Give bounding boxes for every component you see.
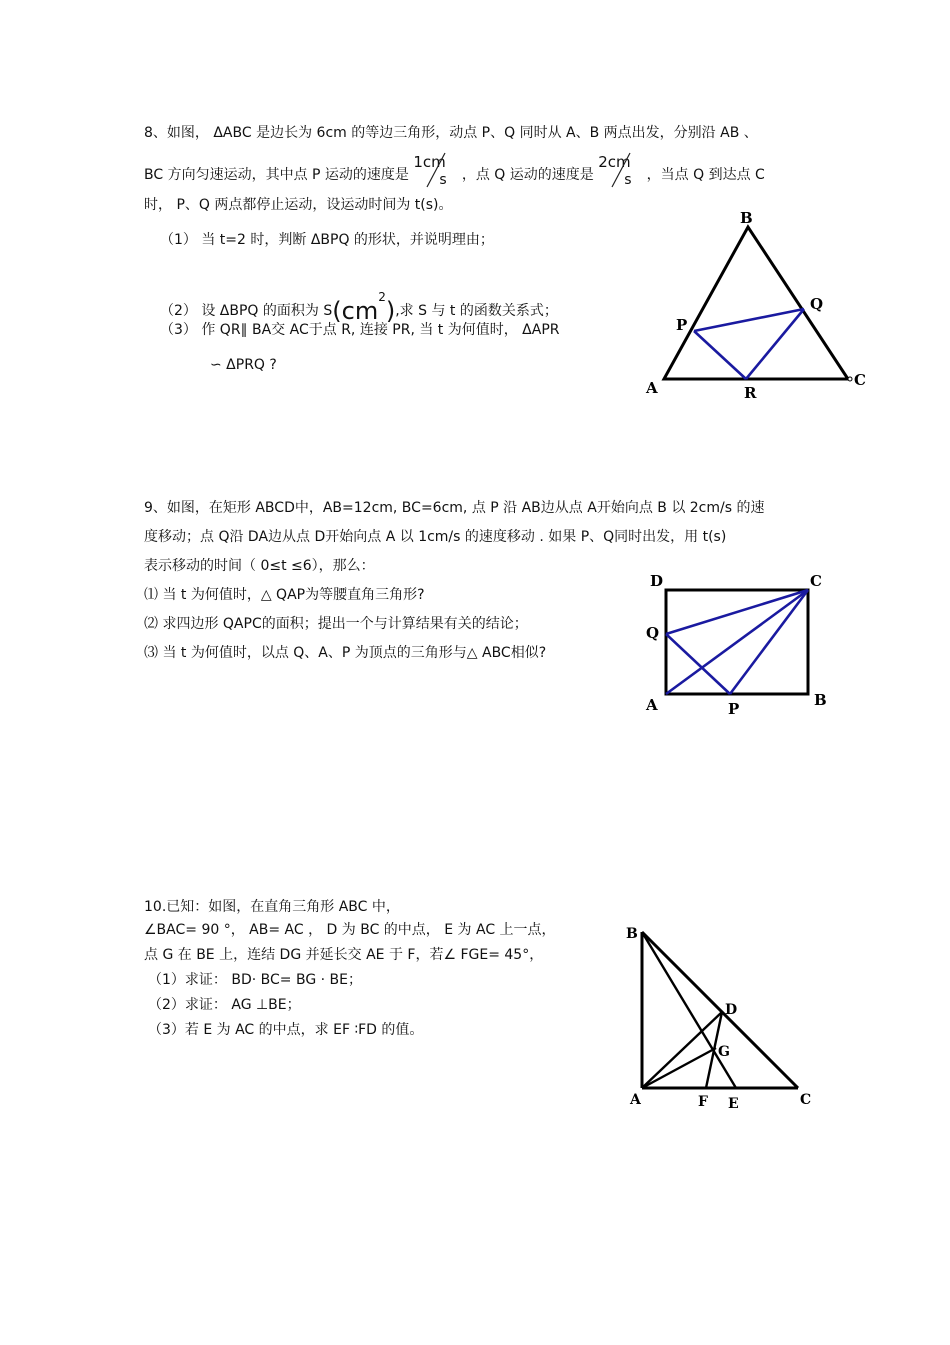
paren-close: ) bbox=[385, 297, 396, 325]
q9-line1: 9、如图，在矩形 ABCD中，AB=12cm, BC=6cm, 点 P 沿 AB边从点 A开始向点 B 以 2cm/s 的速 bbox=[144, 500, 765, 516]
q8-sub2-a: （2） 设 ΔBPQ 的面积为 S bbox=[160, 303, 333, 319]
q8-sub2-b: ,求 S 与 t 的函数关系式； bbox=[395, 303, 558, 319]
q10-line2: ∠BAC= 90 °， AB= AC ， D 为 BC 的中点， E 为 AC 上一点， bbox=[144, 922, 556, 938]
speed-q-numerator: 2cm bbox=[598, 153, 631, 171]
q8-line3: 时， P、Q 两点都停止运动，设运动时间为 t(s)。 bbox=[144, 197, 453, 213]
label-g: G bbox=[718, 1044, 730, 1060]
q10-line3: 点 G 在 BE 上，连结 DG 并延长交 AE 于 F，若∠ FGE= 45°， bbox=[144, 947, 544, 963]
q9-sub2: ⑵ 求四边形 QAPC的面积；提出一个与计算结果有关的结论； bbox=[144, 616, 528, 632]
paren-open: ( bbox=[332, 297, 342, 325]
q8-line2 bbox=[144, 153, 765, 188]
speed-q-denominator: s bbox=[624, 172, 632, 188]
label-p: P bbox=[676, 316, 688, 334]
segment-qc bbox=[666, 590, 808, 634]
q10-right-triangle-figure bbox=[620, 918, 830, 1118]
label-a: A bbox=[630, 1092, 641, 1108]
q8-line2-a: BC 方向匀速运动，其中点 P 运动的速度是 bbox=[144, 167, 409, 183]
speed-q-fraction bbox=[598, 153, 642, 188]
q8-line2-b: ，点 Q 运动的速度是 bbox=[461, 167, 594, 183]
area-unit: cm bbox=[341, 297, 379, 325]
segment-ac bbox=[666, 590, 808, 694]
q9-rectangle-figure bbox=[640, 568, 840, 718]
segment-qp bbox=[666, 634, 730, 694]
q8-sub2 bbox=[160, 288, 558, 325]
q9-sub1: ⑴ 当 t 为何值时，△ QAP为等腰直角三角形? bbox=[144, 587, 425, 603]
label-q: Q bbox=[810, 295, 824, 313]
q8-line1: 8、如图， ΔABC 是边长为 6cm 的等边三角形，动点 P、Q 同时从 A、B 两点出发，分别沿 AB 、 bbox=[144, 125, 758, 141]
label-c: C bbox=[800, 1092, 812, 1108]
label-d: D bbox=[650, 572, 664, 590]
label-p: P bbox=[728, 700, 740, 718]
q8-triangle-figure bbox=[640, 205, 880, 405]
q10-sub2: （2）求证： AG ⊥BE； bbox=[148, 997, 301, 1013]
q9-line2: 度移动；点 Q沿 DA边从点 D开始向点 A 以 1cm/s 的速度移动 . 如果 P、Q同时出发，用 t(s) bbox=[144, 529, 727, 545]
label-a: A bbox=[646, 379, 658, 397]
label-d: D bbox=[725, 1002, 738, 1018]
q8-sub1: （1） 当 t=2 时，判断 ΔBPQ 的形状，并说明理由； bbox=[160, 232, 494, 248]
q9-line3: 表示移动的时间（ 0≤t ≤6），那么： bbox=[144, 558, 375, 574]
q8-line2-c: ，当点 Q 到达点 C bbox=[646, 167, 765, 183]
label-q: Q bbox=[646, 624, 660, 642]
label-a: A bbox=[646, 696, 658, 714]
label-b: B bbox=[740, 209, 753, 227]
q10-line1: 10.已知：如图，在直角三角形 ABC 中， bbox=[144, 899, 400, 915]
q8-sub3-cont: ∽ ΔPRQ ? bbox=[210, 357, 277, 373]
label-b: B bbox=[814, 691, 827, 709]
speed-p-numerator: 1cm bbox=[413, 153, 446, 171]
label-c: C bbox=[810, 572, 822, 590]
label-e: E bbox=[728, 1096, 739, 1112]
segment-pr bbox=[694, 331, 746, 379]
label-b: B bbox=[626, 926, 638, 942]
speed-p-denominator: s bbox=[439, 172, 447, 188]
speed-p-fraction bbox=[413, 153, 457, 188]
q10-sub3: （3）若 E 为 AC 的中点，求 EF ∶FD 的值。 bbox=[148, 1022, 424, 1038]
label-c: C bbox=[854, 371, 866, 389]
q8-sub3: （3） 作 QR∥ BA交 AC于点 R, 连接 PR, 当 t 为何值时， ΔAPR bbox=[160, 322, 560, 338]
label-r: R bbox=[744, 384, 757, 402]
vertex-c-dot bbox=[848, 377, 852, 381]
label-f: F bbox=[698, 1094, 708, 1110]
q9-sub3: ⑶ 当 t 为何值时，以点 Q、A、P 为顶点的三角形与△ ABC相似? bbox=[144, 645, 547, 661]
area-exponent: 2 bbox=[378, 290, 386, 304]
q10-sub1: （1）求证： BD· BC= BG · BE； bbox=[148, 972, 362, 988]
segment-pc bbox=[730, 590, 808, 694]
